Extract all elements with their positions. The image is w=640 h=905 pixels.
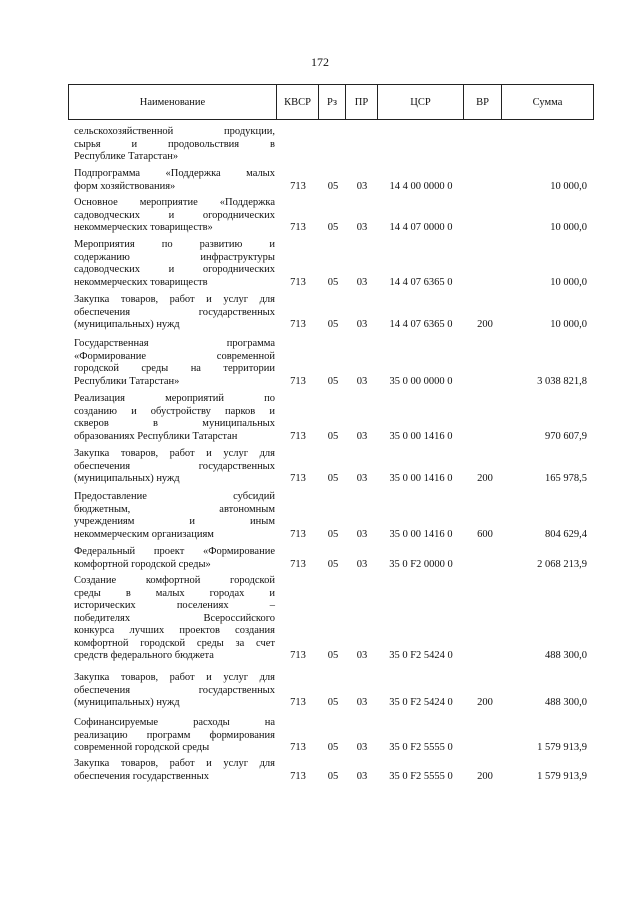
table-row (0, 294, 640, 332)
row-name-line: исторических поселениях – (74, 600, 275, 611)
row-name (74, 717, 275, 755)
row-name (74, 168, 275, 193)
row-name-line: созданию и обустройству парков и (74, 405, 275, 417)
row-name-line: Подпрограмма «Поддержка малых (74, 168, 275, 179)
cell-sum: 804 629,4 (545, 528, 587, 540)
cell-kvsr: 713 (290, 558, 306, 570)
row-name-line: Республике Татарстан» (74, 151, 179, 162)
table-row (0, 338, 640, 388)
header-rz: Рз (319, 85, 346, 120)
row-name-line: Софинансируемые расходы на (74, 717, 275, 728)
header-vr: ВР (464, 85, 502, 120)
cell-kvsr: 713 (290, 473, 306, 484)
row-name-line: Предоставление субсидий (74, 491, 275, 502)
cell-pr: 03 (356, 473, 368, 484)
row-name-line: бюджетным, автономным (74, 503, 275, 515)
header-sum: Сумма (502, 85, 594, 120)
table-row (0, 393, 640, 443)
row-name-line: Мероприятия по развитию и (74, 239, 275, 250)
cell-csr: 35 0 F2 5424 0 (389, 650, 453, 661)
table-row (0, 448, 640, 486)
cell-kvsr: 713 (290, 697, 306, 708)
cell-rz: 05 (327, 319, 339, 330)
row-name (74, 448, 275, 486)
row-name (74, 575, 275, 663)
cell-csr: 14 4 07 6365 0 (389, 319, 453, 330)
row-name (74, 546, 275, 571)
row-name-line: Закупка товаров, работ и услуг для (74, 448, 275, 459)
cell-csr: 35 0 F2 5555 0 (389, 742, 453, 753)
cell-pr: 03 (356, 742, 368, 753)
cell-sum: 165 978,5 (545, 473, 587, 484)
cell-csr: 35 0 F2 5424 0 (389, 697, 453, 708)
cell-sum: 2 068 213,9 (537, 558, 587, 570)
cell-pr: 03 (356, 180, 368, 192)
cell-pr: 03 (356, 222, 368, 233)
cell-csr: 35 0 00 0000 0 (389, 375, 453, 387)
row-name-line: современной городской среды (74, 742, 210, 753)
table-row (0, 197, 640, 235)
table-row (0, 126, 640, 164)
cell-sum: 10 000,0 (550, 319, 587, 330)
row-name-line: (муниципальных) нужд (74, 319, 180, 330)
row-name-line: городской среды на территории (74, 363, 275, 374)
cell-kvsr: 713 (290, 742, 306, 753)
cell-csr: 35 0 F2 0000 0 (389, 558, 453, 570)
row-name-line: форм хозяйствования» (74, 180, 176, 192)
table-row (0, 491, 640, 541)
row-name-line: некоммерческим организациям (74, 528, 214, 540)
cell-kvsr: 713 (290, 222, 306, 233)
row-name-line: обеспечения государственных (74, 770, 209, 782)
cell-kvsr: 713 (290, 528, 306, 540)
row-name-line: средств федерального бюджета (74, 650, 214, 661)
cell-kvsr: 713 (290, 770, 306, 782)
cell-rz: 05 (327, 276, 339, 288)
cell-vr: 200 (477, 770, 493, 782)
row-name-line: (муниципальных) нужд (74, 697, 180, 708)
row-name-line: комфортной городской среды» (74, 558, 211, 570)
cell-csr: 35 0 00 1416 0 (389, 430, 453, 442)
header-name: Наименование (69, 85, 277, 120)
cell-vr: 200 (477, 473, 493, 484)
cell-csr: 14 4 07 0000 0 (389, 222, 453, 233)
row-name (74, 393, 275, 443)
table-row (0, 546, 640, 571)
row-name-line: садоводческих и огороднических (74, 209, 275, 221)
table-row (0, 672, 640, 710)
row-name (74, 672, 275, 710)
cell-pr: 03 (356, 528, 368, 540)
row-name (74, 758, 275, 783)
row-name-line: содержанию инфраструктуры (74, 251, 275, 263)
row-name-line: сырья и продовольствия в (74, 138, 275, 150)
cell-pr: 03 (356, 697, 368, 708)
cell-kvsr: 713 (290, 430, 306, 442)
cell-sum: 488 300,0 (545, 650, 587, 661)
cell-kvsr: 713 (290, 375, 306, 387)
row-name-line: образованиях Республики Татарстан (74, 430, 238, 442)
cell-rz: 05 (327, 528, 339, 540)
row-name-line: конкурса лучших проектов создания (74, 625, 275, 636)
row-name-line: Федеральный проект «Формирование (74, 546, 275, 557)
cell-rz: 05 (327, 222, 339, 233)
header-pr: ПР (346, 85, 378, 120)
cell-sum: 3 038 821,8 (537, 375, 587, 387)
row-name-line: садоводческих и огороднических (74, 264, 275, 275)
cell-csr: 14 4 07 6365 0 (389, 276, 453, 288)
cell-sum: 10 000,0 (550, 276, 587, 288)
row-name-line: учреждениям и иным (74, 516, 275, 527)
row-name-line: скверов в муниципальных (74, 418, 275, 429)
cell-rz: 05 (327, 742, 339, 753)
row-name (74, 294, 275, 332)
cell-sum: 10 000,0 (550, 180, 587, 192)
table-row (0, 168, 640, 193)
cell-rz: 05 (327, 473, 339, 484)
row-name (74, 338, 275, 388)
cell-csr: 35 0 00 1416 0 (389, 473, 453, 484)
header-csr: ЦСР (378, 85, 464, 120)
cell-csr: 14 4 00 0000 0 (389, 180, 453, 192)
cell-rz: 05 (327, 650, 339, 661)
cell-sum: 970 607,9 (545, 430, 587, 442)
header-kvsr: КВСР (277, 85, 319, 120)
table-row (0, 575, 640, 663)
row-name-line: обеспечения государственных (74, 684, 275, 696)
row-name-line: Закупка товаров, работ и услуг для (74, 294, 275, 305)
cell-rz: 05 (327, 375, 339, 387)
cell-vr: 600 (477, 528, 493, 540)
row-name-line: среды в малых городах и (74, 587, 275, 599)
row-name-line: реализацию программ формирования (74, 729, 275, 741)
cell-sum: 10 000,0 (550, 222, 587, 233)
cell-pr: 03 (356, 375, 368, 387)
cell-rz: 05 (327, 697, 339, 708)
row-name (74, 197, 275, 235)
row-name-line: Государственная программа (74, 338, 275, 349)
cell-csr: 35 0 00 1416 0 (389, 528, 453, 540)
row-name (74, 239, 275, 289)
row-name (74, 491, 275, 541)
row-name-line: некоммерческих товариществ» (74, 222, 213, 233)
cell-pr: 03 (356, 558, 368, 570)
cell-rz: 05 (327, 180, 339, 192)
cell-pr: 03 (356, 650, 368, 661)
cell-kvsr: 713 (290, 180, 306, 192)
cell-kvsr: 713 (290, 319, 306, 330)
row-name-line: Реализация мероприятий по (74, 393, 275, 404)
page-number: 172 (311, 55, 329, 69)
cell-vr: 200 (477, 319, 493, 330)
row-name-line: (муниципальных) нужд (74, 473, 180, 484)
row-name-line: обеспечения государственных (74, 306, 275, 318)
table-row (0, 239, 640, 289)
cell-sum: 488 300,0 (545, 697, 587, 708)
row-name-line: сельскохозяйственной продукции, (74, 126, 275, 137)
row-name (74, 126, 275, 164)
cell-vr: 200 (477, 697, 493, 708)
cell-rz: 05 (327, 558, 339, 570)
cell-kvsr: 713 (290, 276, 306, 288)
table-row (0, 758, 640, 783)
cell-sum: 1 579 913,9 (537, 742, 587, 753)
cell-csr: 35 0 F2 5555 0 (389, 770, 453, 782)
row-name-line: комфортной городской среды за счет (74, 637, 275, 649)
cell-pr: 03 (356, 319, 368, 330)
row-name-line: победителях Всероссийского (74, 612, 275, 624)
cell-rz: 05 (327, 430, 339, 442)
cell-sum: 1 579 913,9 (537, 770, 587, 782)
row-name-line: Создание комфортной городской (74, 575, 275, 586)
cell-rz: 05 (327, 770, 339, 782)
row-name-line: Закупка товаров, работ и услуг для (74, 672, 275, 683)
row-name-line: Закупка товаров, работ и услуг для (74, 758, 275, 769)
cell-pr: 03 (356, 770, 368, 782)
row-name-line: Республики Татарстан» (74, 375, 180, 387)
table-row (0, 717, 640, 755)
cell-pr: 03 (356, 430, 368, 442)
row-name-line: обеспечения государственных (74, 460, 275, 472)
cell-pr: 03 (356, 276, 368, 288)
cell-kvsr: 713 (290, 650, 306, 661)
row-name-line: «Формирование современной (74, 350, 275, 362)
row-name-line: некоммерческих товариществ (74, 276, 208, 288)
row-name-line: Основное мероприятие «Поддержка (74, 197, 275, 208)
